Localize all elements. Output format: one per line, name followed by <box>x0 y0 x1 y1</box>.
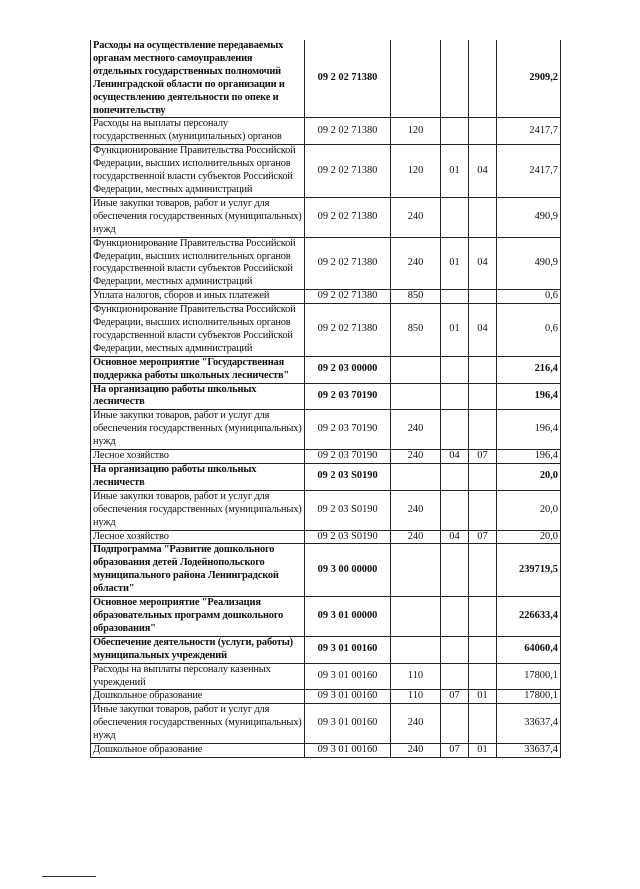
row-subsection-cell: 01 <box>469 744 497 758</box>
row-name-cell: Основное мероприятие "Государственная поддержка работы школьных лесничеств" <box>91 356 305 383</box>
row-name-cell: На организацию работы школьных лесничеств <box>91 383 305 410</box>
row-expense-type-cell: 240 <box>391 197 441 237</box>
row-subsection-cell: 07 <box>469 450 497 464</box>
row-section-cell: 04 <box>441 450 469 464</box>
row-expense-type-cell: 240 <box>391 530 441 544</box>
row-expense-type-cell: 240 <box>391 704 441 744</box>
row-expense-type-cell <box>391 464 441 491</box>
row-name-cell: Функционирование Правительства Российской Федерации, высших исполнительных органов государственной власти субъектов Российской Федерации, местных администраций <box>91 304 305 357</box>
table-row <box>91 237 561 290</box>
row-target-code-cell: 09 3 01 00000 <box>305 597 391 637</box>
row-target-code-cell: 09 2 03 S0190 <box>305 464 391 491</box>
table-row <box>91 145 561 198</box>
row-subsection-cell: 04 <box>469 237 497 290</box>
row-expense-type-cell: 110 <box>391 663 441 690</box>
row-name-cell: Обеспечение деятельности (услуги, работы) муниципальных учреждений <box>91 636 305 663</box>
row-expense-type-cell <box>391 356 441 383</box>
row-amount-cell: 33637,4 <box>497 704 561 744</box>
table-row <box>91 544 561 597</box>
row-expense-type-cell: 240 <box>391 490 441 530</box>
row-target-code-cell: 09 2 02 71380 <box>305 118 391 145</box>
row-name-cell: Расходы на выплаты персоналу казенных учреждений <box>91 663 305 690</box>
row-expense-type-cell <box>391 383 441 410</box>
row-amount-cell: 2417,7 <box>497 118 561 145</box>
row-amount-cell: 196,4 <box>497 410 561 450</box>
row-amount-cell: 17800,1 <box>497 690 561 704</box>
row-expense-type-cell: 850 <box>391 290 441 304</box>
row-section-cell <box>441 597 469 637</box>
row-amount-cell: 490,9 <box>497 237 561 290</box>
row-section-cell: 07 <box>441 744 469 758</box>
row-section-cell <box>441 197 469 237</box>
table-row <box>91 597 561 637</box>
row-target-code-cell: 09 2 02 71380 <box>305 40 391 118</box>
row-section-cell <box>441 663 469 690</box>
row-name-cell: Иные закупки товаров, работ и услуг для обеспечения государственных (муниципальных) нужд <box>91 704 305 744</box>
row-name-cell: Основное мероприятие "Реализация образовательных программ дошкольного образования" <box>91 597 305 637</box>
budget-table-body <box>91 40 561 757</box>
row-section-cell: 01 <box>441 237 469 290</box>
row-amount-cell: 20,0 <box>497 530 561 544</box>
row-target-code-cell: 09 2 02 71380 <box>305 237 391 290</box>
row-section-cell: 01 <box>441 145 469 198</box>
table-row <box>91 290 561 304</box>
row-target-code-cell: 09 2 03 S0190 <box>305 490 391 530</box>
row-amount-cell: 196,4 <box>497 383 561 410</box>
row-section-cell <box>441 410 469 450</box>
row-target-code-cell: 09 3 01 00160 <box>305 704 391 744</box>
row-section-cell: 07 <box>441 690 469 704</box>
row-target-code-cell: 09 2 03 00000 <box>305 356 391 383</box>
row-amount-cell: 226633,4 <box>497 597 561 637</box>
table-row <box>91 464 561 491</box>
table-row <box>91 636 561 663</box>
row-name-cell: Дошкольное образование <box>91 690 305 704</box>
row-name-cell: На организацию работы школьных лесничеств <box>91 464 305 491</box>
row-amount-cell: 196,4 <box>497 450 561 464</box>
row-target-code-cell: 09 2 03 70190 <box>305 383 391 410</box>
row-expense-type-cell <box>391 636 441 663</box>
row-expense-type-cell: 240 <box>391 450 441 464</box>
row-subsection-cell <box>469 597 497 637</box>
table-row <box>91 118 561 145</box>
row-target-code-cell: 09 3 00 00000 <box>305 544 391 597</box>
table-row <box>91 356 561 383</box>
row-target-code-cell: 09 2 02 71380 <box>305 145 391 198</box>
row-amount-cell: 0,6 <box>497 290 561 304</box>
row-subsection-cell <box>469 118 497 145</box>
row-amount-cell: 2909,2 <box>497 40 561 118</box>
row-subsection-cell <box>469 356 497 383</box>
row-expense-type-cell <box>391 597 441 637</box>
row-amount-cell: 0,6 <box>497 304 561 357</box>
row-expense-type-cell: 850 <box>391 304 441 357</box>
row-expense-type-cell: 120 <box>391 118 441 145</box>
row-expense-type-cell: 110 <box>391 690 441 704</box>
row-name-cell: Иные закупки товаров, работ и услуг для обеспечения государственных (муниципальных) нужд <box>91 410 305 450</box>
budget-table <box>90 40 561 758</box>
footnote-divider <box>42 876 96 877</box>
table-row <box>91 410 561 450</box>
table-row <box>91 197 561 237</box>
row-subsection-cell: 04 <box>469 145 497 198</box>
row-expense-type-cell: 120 <box>391 145 441 198</box>
table-row <box>91 383 561 410</box>
row-expense-type-cell <box>391 40 441 118</box>
row-expense-type-cell: 240 <box>391 744 441 758</box>
row-subsection-cell <box>469 663 497 690</box>
table-row <box>91 704 561 744</box>
row-section-cell: 04 <box>441 530 469 544</box>
row-section-cell: 01 <box>441 304 469 357</box>
row-subsection-cell <box>469 40 497 118</box>
row-name-cell: Уплата налогов, сборов и иных платежей <box>91 290 305 304</box>
table-row <box>91 690 561 704</box>
table-row <box>91 304 561 357</box>
row-subsection-cell <box>469 636 497 663</box>
row-amount-cell: 20,0 <box>497 490 561 530</box>
row-subsection-cell <box>469 464 497 491</box>
row-expense-type-cell <box>391 544 441 597</box>
table-row <box>91 490 561 530</box>
row-target-code-cell: 09 2 02 71380 <box>305 304 391 357</box>
row-subsection-cell <box>469 704 497 744</box>
row-amount-cell: 2417,7 <box>497 145 561 198</box>
row-amount-cell: 216,4 <box>497 356 561 383</box>
row-amount-cell: 239719,5 <box>497 544 561 597</box>
row-name-cell: Подпрограмма "Развитие дошкольного образования детей Лодейнопольского муниципального района Ленинградской области" <box>91 544 305 597</box>
row-target-code-cell: 09 2 03 S0190 <box>305 530 391 544</box>
row-section-cell <box>441 704 469 744</box>
row-section-cell <box>441 118 469 145</box>
table-row <box>91 530 561 544</box>
row-expense-type-cell: 240 <box>391 237 441 290</box>
row-subsection-cell <box>469 544 497 597</box>
row-name-cell: Расходы на выплаты персоналу государственных (муниципальных) органов <box>91 118 305 145</box>
row-subsection-cell <box>469 383 497 410</box>
row-section-cell <box>441 40 469 118</box>
row-section-cell <box>441 464 469 491</box>
row-target-code-cell: 09 2 02 71380 <box>305 197 391 237</box>
row-section-cell <box>441 490 469 530</box>
table-row <box>91 744 561 758</box>
row-subsection-cell <box>469 410 497 450</box>
table-row <box>91 450 561 464</box>
row-amount-cell: 33637,4 <box>497 744 561 758</box>
table-row <box>91 40 561 118</box>
row-name-cell: Расходы на осуществление передаваемых органам местного самоуправления отдельных государственных полномочий Ленинградской области по организации и осуществлению деятельности по опеке и попечительству <box>91 40 305 118</box>
row-amount-cell: 17800,1 <box>497 663 561 690</box>
row-name-cell: Функционирование Правительства Российской Федерации, высших исполнительных органов государственной власти субъектов Российской Федерации, местных администраций <box>91 145 305 198</box>
row-amount-cell: 20,0 <box>497 464 561 491</box>
row-amount-cell: 64060,4 <box>497 636 561 663</box>
row-target-code-cell: 09 3 01 00160 <box>305 690 391 704</box>
row-amount-cell: 490,9 <box>497 197 561 237</box>
row-target-code-cell: 09 3 01 00160 <box>305 744 391 758</box>
row-target-code-cell: 09 3 01 00160 <box>305 663 391 690</box>
row-target-code-cell: 09 2 02 71380 <box>305 290 391 304</box>
row-section-cell <box>441 544 469 597</box>
row-section-cell <box>441 356 469 383</box>
row-name-cell: Иные закупки товаров, работ и услуг для обеспечения государственных (муниципальных) нужд <box>91 197 305 237</box>
row-target-code-cell: 09 2 03 70190 <box>305 410 391 450</box>
row-subsection-cell <box>469 290 497 304</box>
row-expense-type-cell: 240 <box>391 410 441 450</box>
row-subsection-cell <box>469 490 497 530</box>
row-section-cell <box>441 290 469 304</box>
row-section-cell <box>441 636 469 663</box>
row-subsection-cell: 04 <box>469 304 497 357</box>
row-name-cell: Функционирование Правительства Российской Федерации, высших исполнительных органов государственной власти субъектов Российской Федерации, местных администраций <box>91 237 305 290</box>
row-name-cell: Иные закупки товаров, работ и услуг для обеспечения государственных (муниципальных) нужд <box>91 490 305 530</box>
row-subsection-cell <box>469 197 497 237</box>
row-name-cell: Лесное хозяйство <box>91 450 305 464</box>
row-subsection-cell: 07 <box>469 530 497 544</box>
row-section-cell <box>441 383 469 410</box>
row-name-cell: Лесное хозяйство <box>91 530 305 544</box>
row-target-code-cell: 09 2 03 70190 <box>305 450 391 464</box>
row-name-cell: Дошкольное образование <box>91 744 305 758</box>
row-target-code-cell: 09 3 01 00160 <box>305 636 391 663</box>
row-subsection-cell: 01 <box>469 690 497 704</box>
table-row <box>91 663 561 690</box>
budget-page <box>90 40 560 758</box>
